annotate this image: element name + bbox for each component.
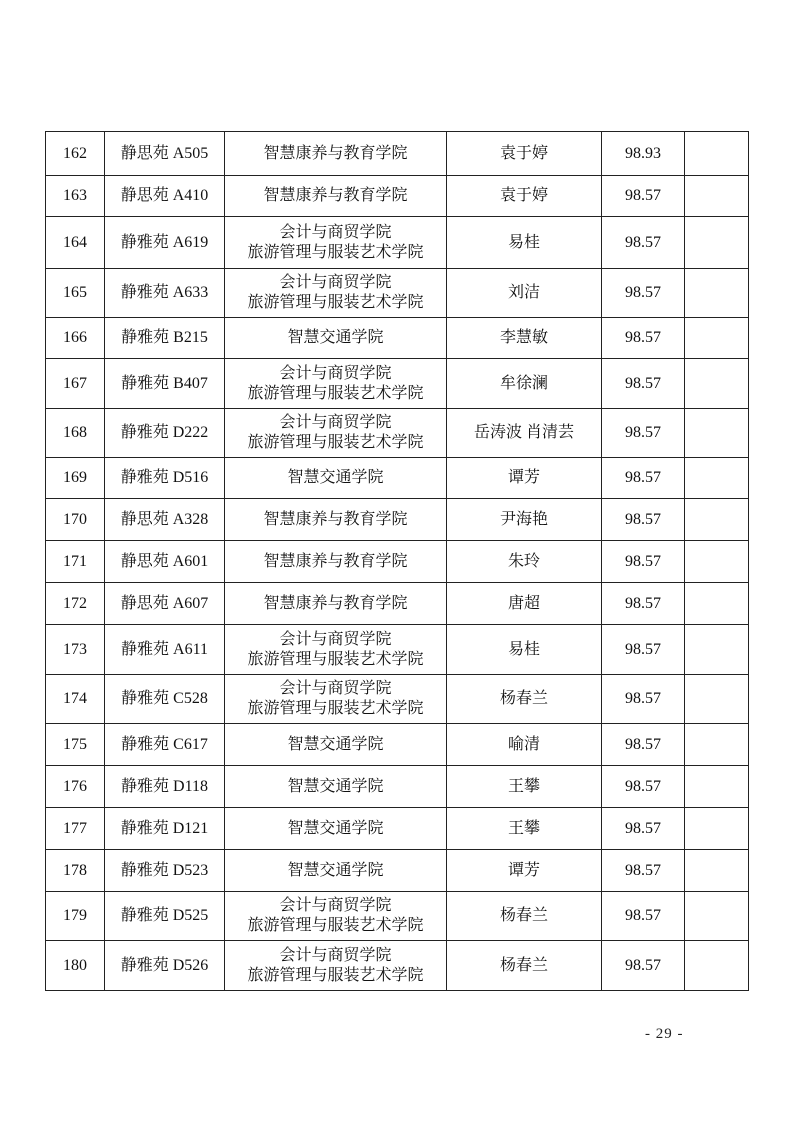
table-body bbox=[46, 132, 749, 991]
row-number: 173 bbox=[46, 625, 105, 675]
score: 98.57 bbox=[602, 217, 685, 269]
note bbox=[685, 409, 749, 458]
score: 98.57 bbox=[602, 583, 685, 625]
counselor-name: 刘洁 bbox=[447, 269, 602, 318]
table-row bbox=[46, 132, 749, 176]
college-name: 智慧康养与教育学院 bbox=[263, 187, 408, 204]
college-name: 旅游管理与服装艺术学院 bbox=[247, 384, 424, 402]
counselor-name: 杨春兰 bbox=[447, 941, 602, 991]
note bbox=[685, 176, 749, 217]
counselor-name: 尹海艳 bbox=[447, 499, 602, 541]
table-row bbox=[46, 217, 749, 269]
score: 98.57 bbox=[602, 892, 685, 941]
college-cell bbox=[225, 132, 447, 176]
college-name: 会计与商贸学院 bbox=[279, 414, 392, 431]
note bbox=[685, 132, 749, 176]
college-name: 旅游管理与服装艺术学院 bbox=[247, 966, 424, 984]
college-name: 智慧交通学院 bbox=[287, 819, 384, 837]
score: 98.57 bbox=[602, 850, 685, 892]
college-cell bbox=[225, 541, 447, 583]
row-number: 167 bbox=[46, 359, 105, 409]
row-number: 165 bbox=[46, 269, 105, 318]
dorm-room: 静雅苑 C617 bbox=[105, 724, 225, 766]
college-cell bbox=[225, 583, 447, 625]
counselor-name: 易桂 bbox=[447, 625, 602, 675]
note bbox=[685, 892, 749, 941]
dorm-room: 静思苑 A410 bbox=[105, 176, 225, 217]
table-row bbox=[46, 318, 749, 359]
college-name: 智慧交通学院 bbox=[287, 329, 384, 346]
row-number: 180 bbox=[46, 941, 105, 991]
counselor-name: 喻清 bbox=[447, 724, 602, 766]
college-name: 旅游管理与服装艺术学院 bbox=[247, 650, 424, 668]
row-number: 179 bbox=[46, 892, 105, 941]
table-row bbox=[46, 176, 749, 217]
college-cell bbox=[225, 318, 447, 359]
college-cell bbox=[225, 808, 447, 850]
note bbox=[685, 941, 749, 991]
college-cell bbox=[225, 892, 447, 941]
score: 98.57 bbox=[602, 808, 685, 850]
college-name: 智慧康养与教育学院 bbox=[263, 594, 408, 612]
dorm-room: 静雅苑 D222 bbox=[105, 409, 225, 458]
table-row bbox=[46, 625, 749, 675]
college-cell bbox=[225, 675, 447, 724]
dorm-room: 静思苑 A601 bbox=[105, 541, 225, 583]
college-name: 智慧交通学院 bbox=[287, 861, 384, 879]
dorm-room: 静雅苑 A619 bbox=[105, 217, 225, 269]
table-row bbox=[46, 359, 749, 409]
table-row bbox=[46, 458, 749, 499]
college-name: 智慧交通学院 bbox=[287, 777, 384, 795]
college-name: 旅游管理与服装艺术学院 bbox=[247, 294, 424, 311]
note bbox=[685, 359, 749, 409]
college-cell bbox=[225, 724, 447, 766]
college-cell bbox=[225, 269, 447, 318]
college-name: 会计与商贸学院 bbox=[279, 364, 392, 382]
counselor-name: 袁于婷 bbox=[447, 132, 602, 176]
score: 98.57 bbox=[602, 318, 685, 359]
dorm-room: 静雅苑 B407 bbox=[105, 359, 225, 409]
row-number: 176 bbox=[46, 766, 105, 808]
college-name: 旅游管理与服装艺术学院 bbox=[247, 700, 424, 717]
score: 98.57 bbox=[602, 499, 685, 541]
counselor-name: 谭芳 bbox=[447, 850, 602, 892]
college-name: 智慧交通学院 bbox=[287, 735, 384, 753]
table-row bbox=[46, 766, 749, 808]
score: 98.57 bbox=[602, 766, 685, 808]
dorm-room: 静雅苑 D121 bbox=[105, 808, 225, 850]
counselor-name: 唐超 bbox=[447, 583, 602, 625]
table-row bbox=[46, 409, 749, 458]
dorm-room: 静雅苑 A633 bbox=[105, 269, 225, 318]
college-name: 会计与商贸学院 bbox=[279, 680, 392, 697]
row-number: 174 bbox=[46, 675, 105, 724]
counselor-name: 杨春兰 bbox=[447, 892, 602, 941]
row-number: 168 bbox=[46, 409, 105, 458]
note bbox=[685, 458, 749, 499]
counselor-name: 杨春兰 bbox=[447, 675, 602, 724]
dormitory-score-table bbox=[45, 131, 749, 991]
note bbox=[685, 850, 749, 892]
dorm-room: 静雅苑 D523 bbox=[105, 850, 225, 892]
dorm-room: 静思苑 A328 bbox=[105, 499, 225, 541]
counselor-name: 王攀 bbox=[447, 766, 602, 808]
row-number: 175 bbox=[46, 724, 105, 766]
college-cell bbox=[225, 359, 447, 409]
note bbox=[685, 541, 749, 583]
note bbox=[685, 318, 749, 359]
college-name: 智慧交通学院 bbox=[287, 469, 384, 486]
note bbox=[685, 217, 749, 269]
college-name: 会计与商贸学院 bbox=[279, 946, 392, 964]
counselor-name: 谭芳 bbox=[447, 458, 602, 499]
row-number: 162 bbox=[46, 132, 105, 176]
college-cell bbox=[225, 217, 447, 269]
row-number: 172 bbox=[46, 583, 105, 625]
note bbox=[685, 499, 749, 541]
row-number: 170 bbox=[46, 499, 105, 541]
dorm-room: 静雅苑 D118 bbox=[105, 766, 225, 808]
college-name: 旅游管理与服装艺术学院 bbox=[247, 434, 424, 451]
college-cell bbox=[225, 766, 447, 808]
note bbox=[685, 724, 749, 766]
row-number: 178 bbox=[46, 850, 105, 892]
college-cell bbox=[225, 499, 447, 541]
note bbox=[685, 766, 749, 808]
table-row bbox=[46, 675, 749, 724]
table-row bbox=[46, 850, 749, 892]
table-row bbox=[46, 892, 749, 941]
college-name: 会计与商贸学院 bbox=[279, 223, 392, 241]
row-number: 171 bbox=[46, 541, 105, 583]
score: 98.57 bbox=[602, 625, 685, 675]
table-row bbox=[46, 269, 749, 318]
college-name: 智慧康养与教育学院 bbox=[263, 144, 408, 162]
dorm-room: 静雅苑 C528 bbox=[105, 675, 225, 724]
college-cell bbox=[225, 176, 447, 217]
college-name: 智慧康养与教育学院 bbox=[263, 552, 408, 570]
note bbox=[685, 808, 749, 850]
dorm-room: 静雅苑 D516 bbox=[105, 458, 225, 499]
row-number: 177 bbox=[46, 808, 105, 850]
score: 98.57 bbox=[602, 458, 685, 499]
college-name: 会计与商贸学院 bbox=[279, 630, 392, 648]
college-cell bbox=[225, 941, 447, 991]
table-row bbox=[46, 499, 749, 541]
college-cell bbox=[225, 458, 447, 499]
score: 98.57 bbox=[602, 941, 685, 991]
note bbox=[685, 583, 749, 625]
college-cell bbox=[225, 409, 447, 458]
score: 98.57 bbox=[602, 409, 685, 458]
note bbox=[685, 625, 749, 675]
college-name: 会计与商贸学院 bbox=[279, 897, 392, 914]
score: 98.57 bbox=[602, 176, 685, 217]
dorm-room: 静思苑 A505 bbox=[105, 132, 225, 176]
dorm-room: 静雅苑 D525 bbox=[105, 892, 225, 941]
note bbox=[685, 675, 749, 724]
dorm-room: 静思苑 A607 bbox=[105, 583, 225, 625]
counselor-name: 李慧敏 bbox=[447, 318, 602, 359]
counselor-name: 岳涛波 肖清芸 bbox=[447, 409, 602, 458]
row-number: 166 bbox=[46, 318, 105, 359]
score: 98.57 bbox=[602, 541, 685, 583]
table-row bbox=[46, 583, 749, 625]
counselor-name: 朱玲 bbox=[447, 541, 602, 583]
dorm-room: 静雅苑 A611 bbox=[105, 625, 225, 675]
dorm-room: 静雅苑 B215 bbox=[105, 318, 225, 359]
score: 98.57 bbox=[602, 359, 685, 409]
row-number: 163 bbox=[46, 176, 105, 217]
college-cell bbox=[225, 625, 447, 675]
row-number: 164 bbox=[46, 217, 105, 269]
counselor-name: 易桂 bbox=[447, 217, 602, 269]
table-row bbox=[46, 724, 749, 766]
score: 98.57 bbox=[602, 724, 685, 766]
counselor-name: 牟徐澜 bbox=[447, 359, 602, 409]
score: 98.57 bbox=[602, 675, 685, 724]
college-name: 旅游管理与服装艺术学院 bbox=[247, 243, 424, 261]
score: 98.57 bbox=[602, 269, 685, 318]
college-name: 智慧康养与教育学院 bbox=[263, 510, 408, 528]
counselor-name: 袁于婷 bbox=[447, 176, 602, 217]
dorm-room: 静雅苑 D526 bbox=[105, 941, 225, 991]
college-cell bbox=[225, 850, 447, 892]
college-name: 会计与商贸学院 bbox=[279, 274, 392, 291]
table-row bbox=[46, 541, 749, 583]
note bbox=[685, 269, 749, 318]
row-number: 169 bbox=[46, 458, 105, 499]
college-name: 旅游管理与服装艺术学院 bbox=[247, 917, 424, 934]
table-row bbox=[46, 808, 749, 850]
score: 98.93 bbox=[602, 132, 685, 176]
page-number: - 29 - bbox=[645, 1026, 684, 1042]
counselor-name: 王攀 bbox=[447, 808, 602, 850]
table-row bbox=[46, 941, 749, 991]
